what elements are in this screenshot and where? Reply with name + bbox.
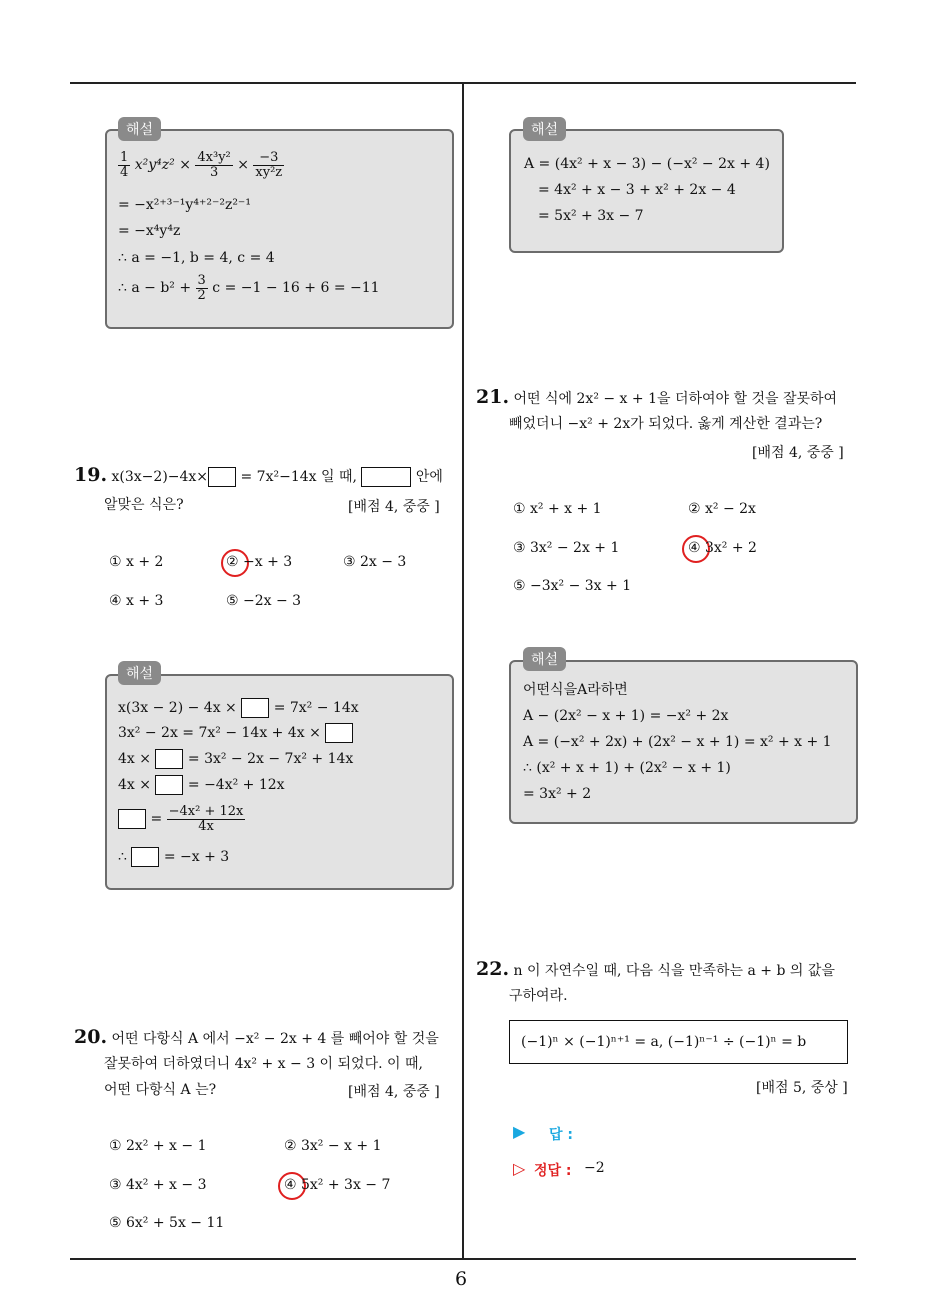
q19-option-2[interactable]: ② −x + 3 (226, 554, 293, 570)
answer-label: 답 : (549, 1127, 573, 1143)
q19-option-4[interactable]: ④ x + 3 (109, 593, 164, 609)
q20-option-4[interactable]: ④ 5x² + 3x − 7 (284, 1177, 391, 1193)
q18-sol-line4: ∴ a = −1, b = 4, c = 4 (118, 250, 275, 266)
q21-option-3[interactable]: ③ 3x² − 2x + 1 (513, 540, 620, 556)
q21-sol-line2: A − (2x² − x + 1) = −x² + 2x (523, 708, 729, 724)
q21-sol-line5: = 3x² + 2 (523, 786, 592, 802)
q21-option-5[interactable]: ⑤ −3x² − 3x + 1 (513, 578, 632, 594)
q21-option-4[interactable]: ④ 3x² + 2 (688, 540, 757, 556)
column-divider (462, 84, 464, 1260)
answer-blank (361, 467, 411, 487)
solution-tab-q19: 해설 (118, 661, 161, 685)
q18-sol-line5: ∴ a − b² + $\frac{3}{2}$ c = −1 − 16 + 6 = −11 (118, 273, 380, 303)
q20-option-3[interactable]: ③ 4x² + x − 3 (109, 1177, 207, 1193)
q18-sol-line3: = −x⁴y⁴z (118, 223, 181, 239)
question-20-meta: [배점 4, 중중 ] (348, 1084, 440, 1100)
question-22: 22. n 이 자연수일 때, 다음 식을 만족하는 a + b 의 값을 (476, 958, 835, 980)
q18-sol-line2: = −x²⁺³⁻¹y⁴⁺²⁻²z²⁻¹ (118, 197, 251, 213)
q18-sol-line1: $\frac{1}{4}$ x²y⁴z² × $\frac{\text{4x³y²}}{3}$ × $\frac{-3}{\text{xy²z}}$ (120, 150, 283, 180)
q19-sol-line5: = $\frac{\text{−4x² + 12x}}{4x}$ (118, 805, 245, 833)
q19-sol-line3: 4x × = 3x² − 2x − 7x² + 14x (118, 751, 354, 767)
answer-play-icon: ▶ (513, 1122, 526, 1141)
q19-sol-line4: 4x × = −4x² + 12x (118, 777, 285, 793)
q20-sol-line1: A = (4x² + x − 3) − (−x² − 2x + 4) (524, 156, 770, 172)
question-19-meta: [배점 4, 중중 ] (348, 499, 440, 515)
q19-sol-line6: ∴ = −x + 3 (118, 849, 230, 865)
question-22-line2: 구하여라. (509, 988, 568, 1004)
question-21-meta: [배점 4, 중중 ] (752, 445, 844, 461)
q20-sol-line2: = 4x² + x − 3 + x² + 2x − 4 (538, 182, 736, 198)
q19-option-1[interactable]: ① x + 2 (109, 554, 164, 570)
question-19-line2: 알맞은 식은? (104, 497, 184, 513)
correct-play-icon: ▷ (513, 1159, 526, 1178)
question-22-meta: [배점 5, 중상 ] (756, 1080, 848, 1096)
q19-option-3[interactable]: ③ 2x − 3 (343, 554, 407, 570)
q20-option-2[interactable]: ② 3x² − x + 1 (284, 1138, 382, 1154)
q22-formula: (−1)ⁿ × (−1)ⁿ⁺¹ = a, (−1)ⁿ⁻¹ ÷ (−1)ⁿ = b (521, 1034, 807, 1050)
q20-option-1[interactable]: ① 2x² + x − 1 (109, 1138, 207, 1154)
q19-sol-line2: 3x² − 2x = 7x² − 14x + 4x × (118, 723, 353, 743)
bottom-rule (70, 1258, 856, 1260)
q20-sol-line3: = 5x² + 3x − 7 (538, 208, 644, 224)
solution-tab-q21: 해설 (523, 647, 566, 671)
question-20-line3: 어떤 다항식 A 는? (104, 1082, 217, 1098)
question-20-line2: 잘못하여 더하였더니 4x² + x − 3 이 되었다. 이 때, (104, 1056, 423, 1072)
solution-tab-q18: 해설 (118, 117, 161, 141)
q21-option-2[interactable]: ② x² − 2x (688, 501, 756, 517)
q19-sol-line1: x(3x − 2) − 4x × = 7x² − 14x (118, 700, 359, 716)
question-19: 19. x(3x−2)−4x× = 7x²−14x 일 때, 안에 (74, 464, 443, 486)
q21-sol-line4: ∴ (x² + x + 1) + (2x² − x + 1) (523, 760, 731, 776)
q21-sol-line3: A = (−x² + 2x) + (2x² − x + 1) = x² + x + 1 (523, 734, 832, 750)
solution-tab-q20: 해설 (523, 117, 566, 141)
question-20: 20. 어떤 다항식 A 에서 −x² − 2x + 4 를 빼어야 할 것을 (74, 1026, 439, 1048)
q20-option-5[interactable]: ⑤ 6x² + 5x − 11 (109, 1215, 225, 1231)
q21-sol-line1: 어떤식을A라하면 (523, 682, 628, 698)
question-21: 21. 어떤 식에 2x² − x + 1을 더하여야 할 것을 잘못하여 (476, 386, 838, 408)
correct-label: 정답 : (534, 1163, 572, 1179)
answer-blank (208, 467, 236, 487)
q21-option-1[interactable]: ① x² + x + 1 (513, 501, 602, 517)
correct-value: −2 (584, 1160, 605, 1176)
question-21-line2: 빼었더니 −x² + 2x가 되었다. 옳게 계산한 결과는? (509, 416, 823, 432)
page-number: 6 (455, 1268, 468, 1290)
q19-option-5[interactable]: ⑤ −2x − 3 (226, 593, 302, 609)
